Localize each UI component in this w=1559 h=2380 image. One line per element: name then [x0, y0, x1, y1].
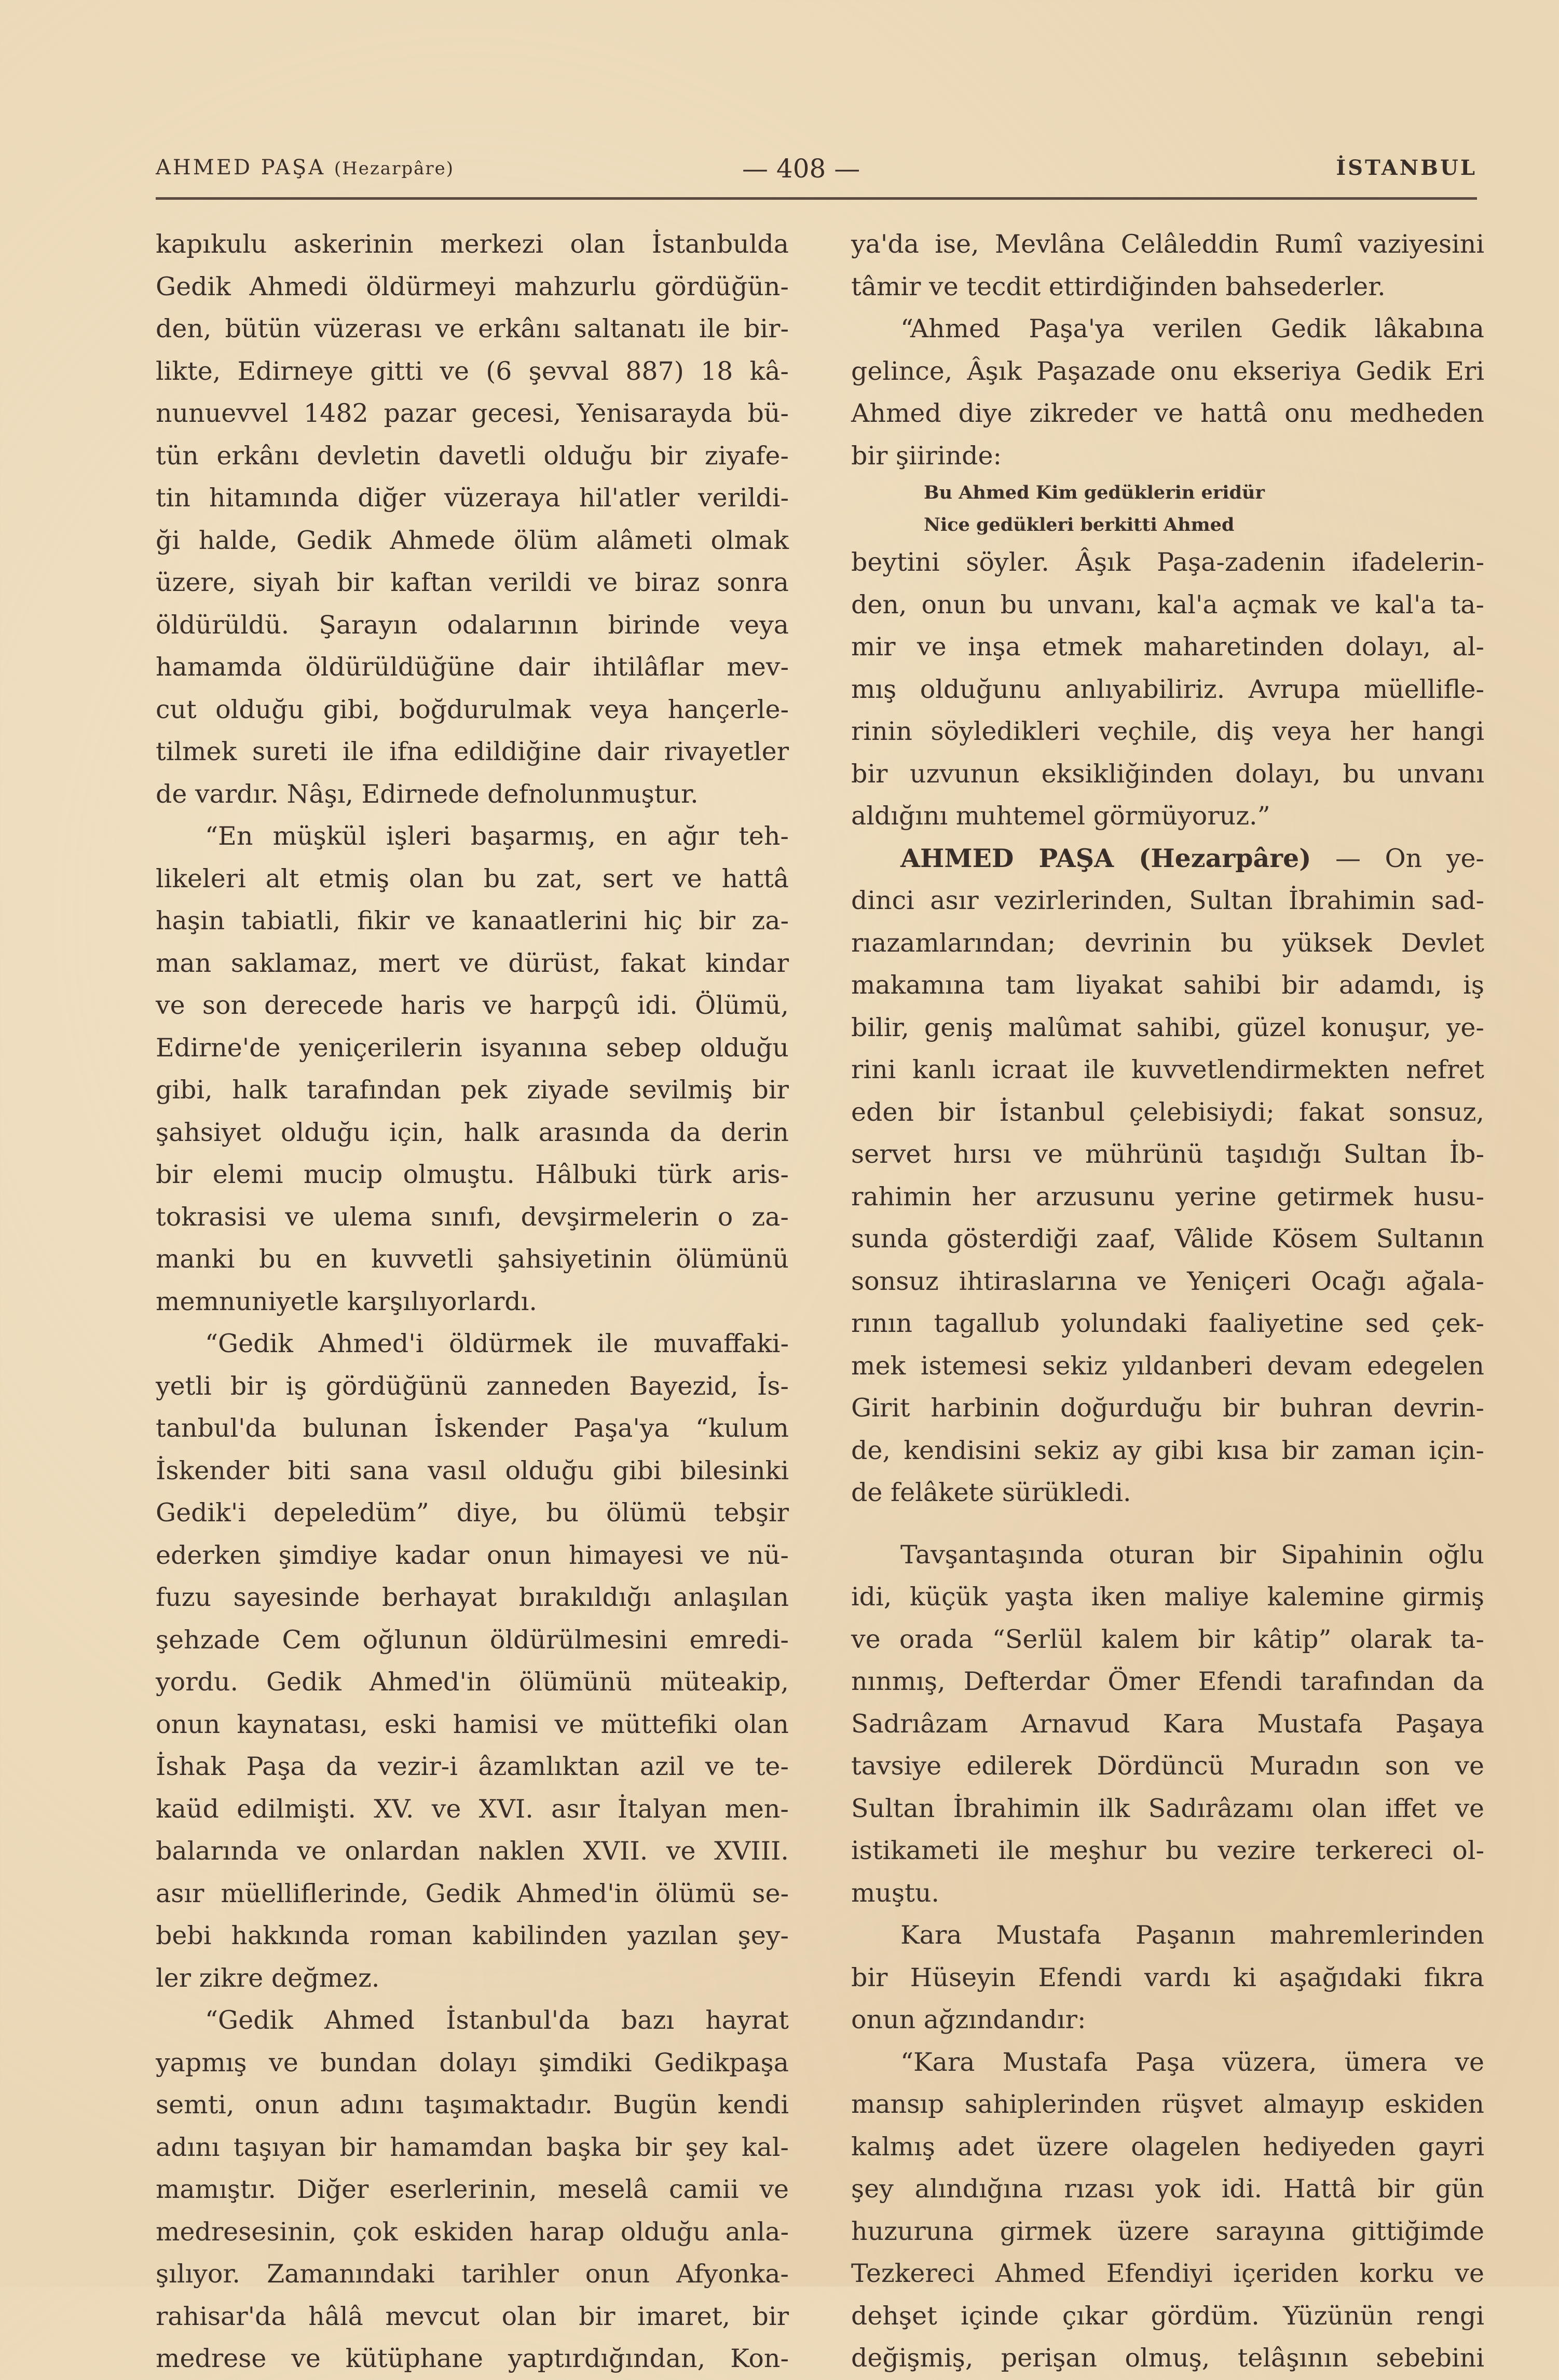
left-column	[156, 223, 789, 2380]
header-section: İSTANBUL	[1336, 156, 1477, 180]
text-line: Kara Mustafa Paşanın mahremlerinden	[900, 1920, 1484, 1950]
text-line: likte, Edirneye gitti ve (6 şevval 887) 18 kâ-	[156, 356, 789, 386]
text-line: de, kendisini sekiz ay gibi kısa bir zaman için-	[851, 1435, 1484, 1465]
text-line: balarında ve onlardan naklen XVII. ve XVIII.	[156, 1836, 789, 1866]
text-line: bir uzvunun eksikliğinden dolayı, bu unvanı	[851, 759, 1484, 789]
running-header	[156, 156, 1477, 187]
text-line: mek istemesi sekiz yıldanberi devam edegelen	[851, 1351, 1484, 1381]
text-line: tavsiye edilerek Dördüncü Muradın son ve	[851, 1751, 1484, 1781]
text-line: bebi hakkında roman kabilinden yazılan şey-	[156, 1921, 789, 1950]
text-line: şehzade Cem oğlunun öldürülmesini emredi-	[156, 1625, 789, 1655]
header-author-sub: (Hezarpâre)	[334, 158, 455, 179]
text-line: medresesinin, çok eskiden harap olduğu anla-	[156, 2217, 789, 2247]
right-column	[851, 223, 1484, 2379]
text-line: Gedik'i depeledüm” diye, bu ölümü tebşir	[156, 1498, 789, 1528]
text-line: değişmiş, perişan olmuş, telâşının sebebini	[851, 2343, 1484, 2373]
text-line: İshak Paşa da vezir-i âzamlıktan azil ve te-	[156, 1752, 789, 1781]
page-number: — 408 —	[742, 154, 860, 184]
text-line: rıazamlarından; devrinin bu yüksek Devlet	[851, 928, 1484, 958]
text-line: muştu.	[851, 1878, 939, 1908]
text-line: “Ahmed Paşa'ya verilen Gedik lâkabına	[900, 314, 1484, 343]
text-line: kaüd edilmişti. XV. ve XVI. asır İtalyan men-	[156, 1794, 789, 1824]
text-line: den, bütün vüzerası ve erkânı saltanatı ile bir-	[156, 314, 789, 343]
text-line: man saklamaz, mert ve dürüst, fakat kindar	[156, 948, 789, 978]
text-line: den, onun bu unvanı, kal'a açmak ve kal'a ta-	[851, 589, 1484, 620]
text-line: eden bir İstanbul çelebisiydi; fakat sonsuz,	[851, 1097, 1484, 1127]
text-line: “Kara Mustafa Paşa vüzera, ümera ve	[900, 2047, 1484, 2077]
text-line: nunuevvel 1482 pazar gecesi, Yenisarayda bü-	[156, 398, 789, 428]
text-line: ederken şimdiye kadar onun himayesi ve nü-	[156, 1540, 789, 1570]
text-line: de vardır. Nâşı, Edirnede defnolunmuştur.	[156, 779, 699, 809]
entry-heading-rest: — On ye-	[1335, 843, 1484, 873]
text-line: tâmir ve tecdit ettirdiğinden bahsederler.	[851, 271, 1386, 301]
text-line: öldürüldü. Şarayın odalarının birinde veya	[156, 610, 789, 640]
text-line: nınmış, Defterdar Ömer Efendi tarafından da	[851, 1667, 1484, 1696]
text-line: kapıkulu askerinin merkezi olan İstanbulda	[156, 229, 789, 259]
text-line: manki bu en kuvvetli şahsiyetinin ölümünü	[156, 1244, 789, 1274]
text-line: gibi, halk tarafından pek ziyade sevilmiş bir	[156, 1075, 789, 1105]
text-line: sonsuz ihtiraslarına ve Yeniçeri Ocağı ağala-	[851, 1266, 1484, 1296]
text-line: tün erkânı devletin davetli olduğu bir ziyafe-	[156, 441, 789, 471]
text-line: dinci asır vezirlerinden, Sultan İbrahimin sad-	[851, 886, 1484, 915]
text-line: cut olduğu gibi, boğdurulmak veya hançerle-	[156, 694, 789, 724]
text-line: Girit harbinin doğurduğu bir buhran devrin-	[851, 1393, 1484, 1423]
text-line: bir Hüseyin Efendi vardı ki aşağıdaki fıkra	[851, 1962, 1484, 1992]
text-line: tanbul'da bulunan İskender Paşa'ya “kulum	[156, 1413, 789, 1443]
text-line: İskender biti sana vasıl olduğu gibi bilesinki	[156, 1455, 789, 1485]
text-line: likeleri alt etmiş olan bu zat, sert ve hattâ	[156, 863, 789, 893]
text-line: mamıştır. Diğer eserlerinin, meselâ camii ve	[156, 2175, 789, 2204]
text-line: tokrasisi ve ulema sınıfı, devşirmelerin o za-	[156, 1202, 789, 1232]
text-line: mansıp sahiplerinden rüşvet almayıp eskiden	[851, 2089, 1484, 2119]
text-line: yetli bir iş gördüğünü zanneden Bayezid, İs-	[156, 1371, 789, 1401]
text-line: yapmış ve bundan dolayı şimdiki Gedikpaşa	[156, 2047, 789, 2078]
text-line: ya'da ise, Mevlâna Celâleddin Rumî vaziyesini	[851, 229, 1484, 259]
text-line: Edirne'de yeniçerilerin isyanına sebep olduğu	[156, 1033, 789, 1063]
text-line: beytini söyler. Âşık Paşa-zadenin ifadelerin-	[851, 547, 1484, 577]
verse-line: Nice gedükleri berkitti Ahmed	[924, 514, 1235, 535]
text-line: Sadrıâzam Arnavud Kara Mustafa Paşaya	[851, 1709, 1484, 1739]
text-line: bir elemi mucip olmuştu. Hâlbuki türk aris-	[156, 1160, 789, 1189]
text-line: haşin tabiatli, fikir ve kanaatlerini hiç bir za-	[156, 906, 789, 936]
text-line: Tavşantaşında oturan bir Sipahinin oğlu	[900, 1539, 1484, 1570]
text-line: adını taşıyan bir hamamdan başka bir şey kal-	[156, 2132, 789, 2162]
text-line: aldığını muhtemel görmüyoruz.”	[851, 801, 1270, 831]
text-line: idi, küçük yaşta iken maliye kalemine girmiş	[851, 1582, 1484, 1612]
text-line: şey alındığına rızası yok idi. Hattâ bir gün	[851, 2174, 1484, 2204]
text-line: rinin söyledikleri veçhile, diş veya her hangi	[851, 717, 1484, 746]
text-line: “En müşkül işleri başarmış, en ağır teh-	[205, 821, 789, 851]
text-line: şılıyor. Zamanındaki tarihler onun Afyonka-	[156, 2259, 789, 2289]
text-line: “Gedik Ahmed İstanbul'da bazı hayrat	[205, 2005, 789, 2035]
text-line: servet hırsı ve mührünü taşıdığı Sultan İb-	[851, 1139, 1484, 1169]
text-line: rini kanlı icraat ile kuvvetlendirmekten nefret	[851, 1055, 1484, 1084]
text-line: tilmek sureti ile ifna edildiğine dair rivayetler	[156, 737, 789, 766]
text-line: medrese ve kütüphane yaptırdığından, Kon-	[156, 2344, 789, 2373]
text-line: onun ağzındandır:	[851, 2005, 1086, 2034]
text-line: “Gedik Ahmed'i öldürmek ile muvaffaki-	[205, 1329, 789, 1358]
text-line: gelince, Âşık Paşazade onu ekseriya Gedik Eri	[851, 356, 1484, 386]
text-line: hamamda öldürüldüğüne dair ihtilâflar mev-	[156, 652, 789, 682]
text-line: sunda gösterdiği zaaf, Vâlide Kösem Sultanın	[851, 1224, 1484, 1254]
text-line: rahisar'da hâlâ mevcut olan bir imaret, bir	[156, 2301, 789, 2331]
text-line: Ahmed diye zikreder ve hattâ onu medheden	[851, 398, 1484, 428]
text-line: ler zikre değmez.	[156, 1963, 380, 1993]
text-line: asır müelliflerinde, Gedik Ahmed'in ölümü se-	[156, 1878, 789, 1908]
text-line: tin hitamında diğer vüzeraya hil'atler verildi-	[156, 483, 789, 513]
text-line: kalmış adet üzere olagelen hediyeden gayri	[851, 2131, 1484, 2162]
text-line: fuzu sayesinde berhayat bırakıldığı anlaşılan	[156, 1583, 789, 1612]
text-line: makamına tam liyakat sahibi bir adamdı, iş	[851, 970, 1484, 1000]
text-line: semti, onun adını taşımaktadır. Bugün kendi	[156, 2090, 789, 2120]
text-line: de felâkete sürükledi.	[851, 1478, 1131, 1507]
text-line: rahimin her arzusunu yerine getirmek husu-	[851, 1181, 1484, 1212]
text-line: huzuruna girmek üzere sarayına gittiğimde	[851, 2216, 1484, 2246]
verse-line: Bu Ahmed Kim gedüklerin eridür	[924, 482, 1265, 503]
text-line: onun kaynatası, eski hamisi ve müttefiki olan	[156, 1709, 789, 1739]
text-line: mir ve inşa etmek maharetinden dolayı, al-	[851, 632, 1484, 662]
text-line: Gedik Ahmedi öldürmeyi mahzurlu gördüğün-	[156, 271, 789, 301]
text-line: memnuniyetle karşılıyorlardı.	[156, 1286, 537, 1316]
text-line: rının tagallub yolundaki faaliyetine sed çek-	[851, 1309, 1484, 1338]
text-line: yordu. Gedik Ahmed'in ölümünü müteakip,	[156, 1667, 789, 1697]
text-line: şahsiyet olduğu için, halk arasında da derin	[156, 1117, 789, 1147]
paragraph-gap	[851, 1514, 1484, 1534]
text-line: Tezkereci Ahmed Efendiyi içeriden korku ve	[851, 2259, 1484, 2288]
text-line: üzere, siyah bir kaftan verildi ve biraz sonra	[156, 568, 789, 597]
header-rule	[156, 197, 1477, 200]
text-line: ve son derecede haris ve harpçû idi. Ölümü,	[156, 990, 789, 1020]
text-line: ği halde, Gedik Ahmede ölüm alâmeti olmak	[156, 525, 789, 555]
text-line: mış olduğunu anlıyabiliriz. Avrupa müellifle-	[851, 674, 1484, 704]
text-line: istikameti ile meşhur bu vezire terkereci ol-	[851, 1836, 1484, 1865]
text-line: ve orada “Serlül kalem bir kâtip” olarak ta-	[851, 1624, 1484, 1654]
entry-heading: AHMED PAŞA (Hezarpâre)	[900, 843, 1311, 873]
text-line: Sultan İbrahimin ilk Sadırâzamı olan iffet ve	[851, 1793, 1484, 1823]
text-line: bilir, geniş malûmat sahibi, güzel konuşur, ye-	[851, 1012, 1484, 1042]
text-line: dehşet içinde çıkar gördüm. Yüzünün rengi	[851, 2301, 1484, 2331]
header-author: AHMED PAŞA (Hezarpâre)	[156, 156, 455, 180]
entry-heading-line	[851, 837, 1484, 880]
text-line: bir şiirinde:	[851, 441, 1002, 471]
